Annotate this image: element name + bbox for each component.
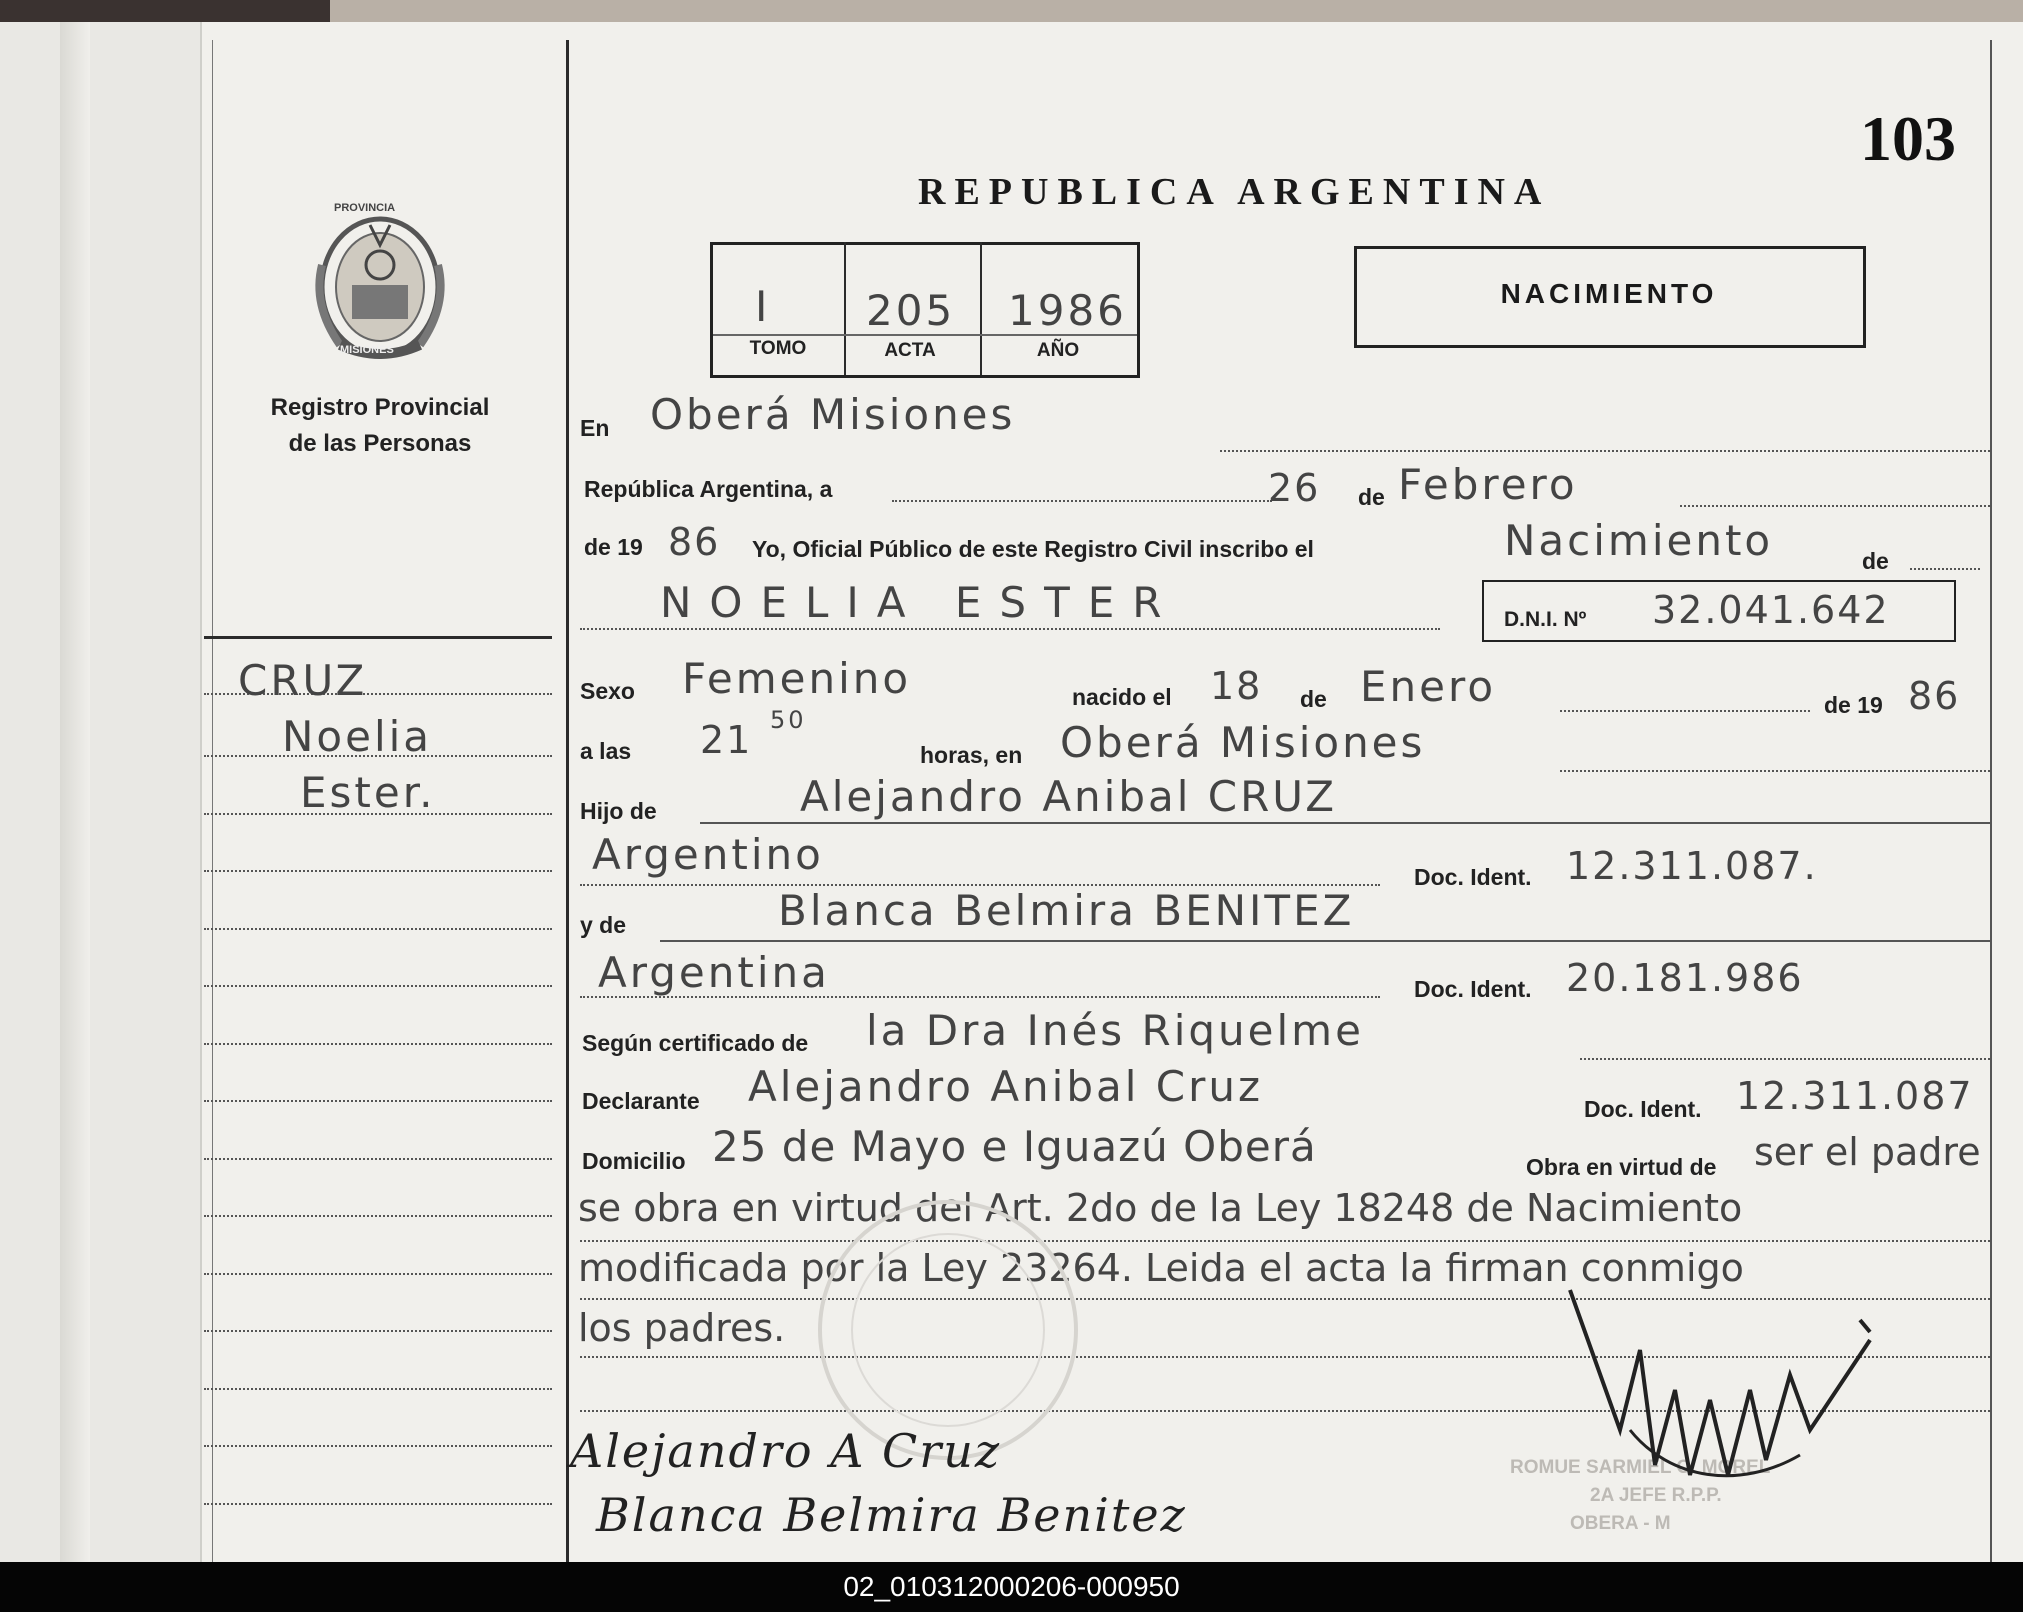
country-title: REPUBLICA ARGENTINA: [918, 171, 1551, 213]
margin-line: [204, 1158, 552, 1160]
alas-label: a las: [580, 738, 632, 764]
domicilio-label: Domicilio: [582, 1148, 686, 1174]
declarante-label: Declarante: [582, 1088, 700, 1114]
scan-id-footer: 02_010312000206-000950: [0, 1562, 2023, 1612]
mother-nationality: Argentina: [598, 948, 830, 997]
dotted-line: [580, 628, 1440, 630]
margin-line: [204, 1503, 552, 1505]
dotted-line: [1560, 770, 1990, 772]
act-type: NACIMIENTO: [1500, 278, 1718, 309]
birth-place: Oberá Misiones: [1060, 718, 1426, 767]
de-label: de: [1358, 484, 1385, 510]
dotted-line: [1910, 568, 1980, 570]
margin-line: [204, 1330, 552, 1332]
margin-line: [204, 1215, 552, 1217]
stamp-line: OBERA - M: [1570, 1513, 1671, 1534]
yde-label: y de: [580, 912, 627, 938]
dotted-line: [1220, 450, 1990, 452]
right-edge-line: [1990, 40, 1992, 1562]
margin-second-name: Ester.: [300, 768, 436, 817]
left-margin-line: [212, 40, 213, 1562]
coat-of-arms-top-text: PROVINCIA: [334, 202, 396, 214]
birth-day: 18: [1210, 664, 1263, 708]
margin-surname: CRUZ: [238, 656, 368, 705]
margin-line: [204, 928, 552, 930]
sexo-value: Femenino: [682, 654, 912, 703]
tomo-value: I: [755, 282, 771, 331]
mother-name: Blanca Belmira BENITEZ: [778, 886, 1355, 935]
record-table-divider: [844, 242, 846, 375]
father-nationality: Argentino: [592, 830, 824, 879]
father-signature: Alejandro A Cruz: [570, 1424, 1002, 1478]
hour-value: 21: [700, 718, 753, 762]
declarante-doc-label: Doc. Ident.: [1584, 1096, 1702, 1122]
acta-label: ACTA: [884, 340, 936, 361]
note-line-3: los padres.: [578, 1306, 786, 1350]
father-name: Alejandro Anibal CRUZ: [800, 772, 1338, 821]
minute-value: 50: [770, 706, 807, 734]
act-value: Nacimiento: [1504, 516, 1774, 565]
mother-signature: Blanca Belmira Benitez: [596, 1488, 1187, 1542]
acta-value: 205: [866, 286, 956, 335]
de-label-2: de: [1862, 548, 1889, 574]
margin-line: [204, 1043, 552, 1045]
mother-line: [660, 940, 1990, 942]
declarante-doc: 12.311.087: [1736, 1074, 1974, 1118]
registry-line-2: de las Personas: [288, 430, 472, 457]
dni-label: D.N.I. Nº: [1504, 608, 1587, 631]
horas-label: horas, en: [920, 742, 1023, 768]
official-signature-icon: [1540, 1280, 1920, 1525]
father-doc-label: Doc. Ident.: [1414, 864, 1532, 890]
note-line-2: modificada por la Ley 23264. Leida el acta la firman conmigo: [578, 1246, 1744, 1290]
de-label-3: de: [1300, 686, 1327, 712]
registry-line-1: Registro Provincial: [270, 394, 490, 421]
note-line-1: se obra en virtud del Art. 2do de la Ley 18248 de Nacimiento: [578, 1186, 1743, 1230]
left-page-edge: [0, 22, 202, 1562]
coat-of-arms-bottom-text: MISIONES: [340, 344, 394, 356]
nacido-label: nacido el: [1072, 684, 1172, 710]
sexo-label: Sexo: [580, 678, 635, 704]
margin-first-name: Noelia: [282, 712, 433, 761]
margin-line: [204, 1388, 552, 1390]
obra-label: Obra en virtud de: [1526, 1154, 1717, 1180]
year-value: 86: [668, 520, 721, 564]
mother-doc: 20.181.986: [1566, 956, 1804, 1000]
birth-month: Enero: [1360, 662, 1497, 711]
registry-name: [215, 390, 545, 462]
dotted-line: [580, 1240, 1990, 1242]
stamp-line: ROMUE SARMIEL O. MOREL: [1510, 1457, 1771, 1478]
margin-line: [204, 870, 552, 872]
en-value: Oberá Misiones: [650, 390, 1016, 439]
segun-label: Según certificado de: [582, 1030, 809, 1056]
father-line: [700, 822, 1990, 824]
dotted-line: [1580, 1058, 1990, 1060]
stamp-line: 2A JEFE R.P.P.: [1590, 1485, 1722, 1506]
dotted-line: [892, 500, 1272, 502]
obra-value: ser el padre: [1754, 1130, 1981, 1174]
dotted-line: [1560, 710, 1810, 712]
margin-heading-rule: [204, 636, 552, 639]
month-value: Febrero: [1398, 460, 1578, 509]
birth-year: 86: [1908, 674, 1961, 718]
margin-divider: [566, 40, 569, 1562]
binding-shadow: [60, 22, 90, 1562]
en-label: En: [580, 415, 610, 441]
page-number: 103: [1860, 103, 1956, 174]
margin-line: [204, 1273, 552, 1275]
dotted-line: [580, 996, 1380, 998]
margin-line: [204, 1445, 552, 1447]
name-value: NOELIA ESTER: [660, 578, 1180, 627]
certificate-value: la Dra Inés Riquelme: [866, 1006, 1364, 1055]
tomo-label: TOMO: [749, 338, 807, 359]
yo-label: Yo, Oficial Público de este Registro Civil inscribo el: [752, 536, 1314, 562]
day-value: 26: [1268, 466, 1321, 510]
declarante-value: Alejandro Anibal Cruz: [748, 1062, 1264, 1111]
dni-value: 32.041.642: [1652, 588, 1890, 632]
domicilio-value: 25 de Mayo e Iguazú Oberá: [712, 1122, 1317, 1171]
ano-label: AÑO: [1036, 340, 1080, 361]
record-table-divider: [980, 242, 982, 375]
margin-line: [204, 1100, 552, 1102]
ano-value: 1986: [1008, 286, 1127, 335]
de19-label: de 19: [584, 534, 643, 560]
republica-label: República Argentina, a: [584, 476, 833, 502]
hijo-label: Hijo de: [580, 798, 657, 824]
dotted-line: [1680, 505, 1990, 507]
mother-doc-label: Doc. Ident.: [1414, 976, 1532, 1002]
margin-line: [204, 985, 552, 987]
father-doc: 12.311.087.: [1566, 844, 1818, 888]
de19-label-2: de 19: [1824, 692, 1883, 718]
